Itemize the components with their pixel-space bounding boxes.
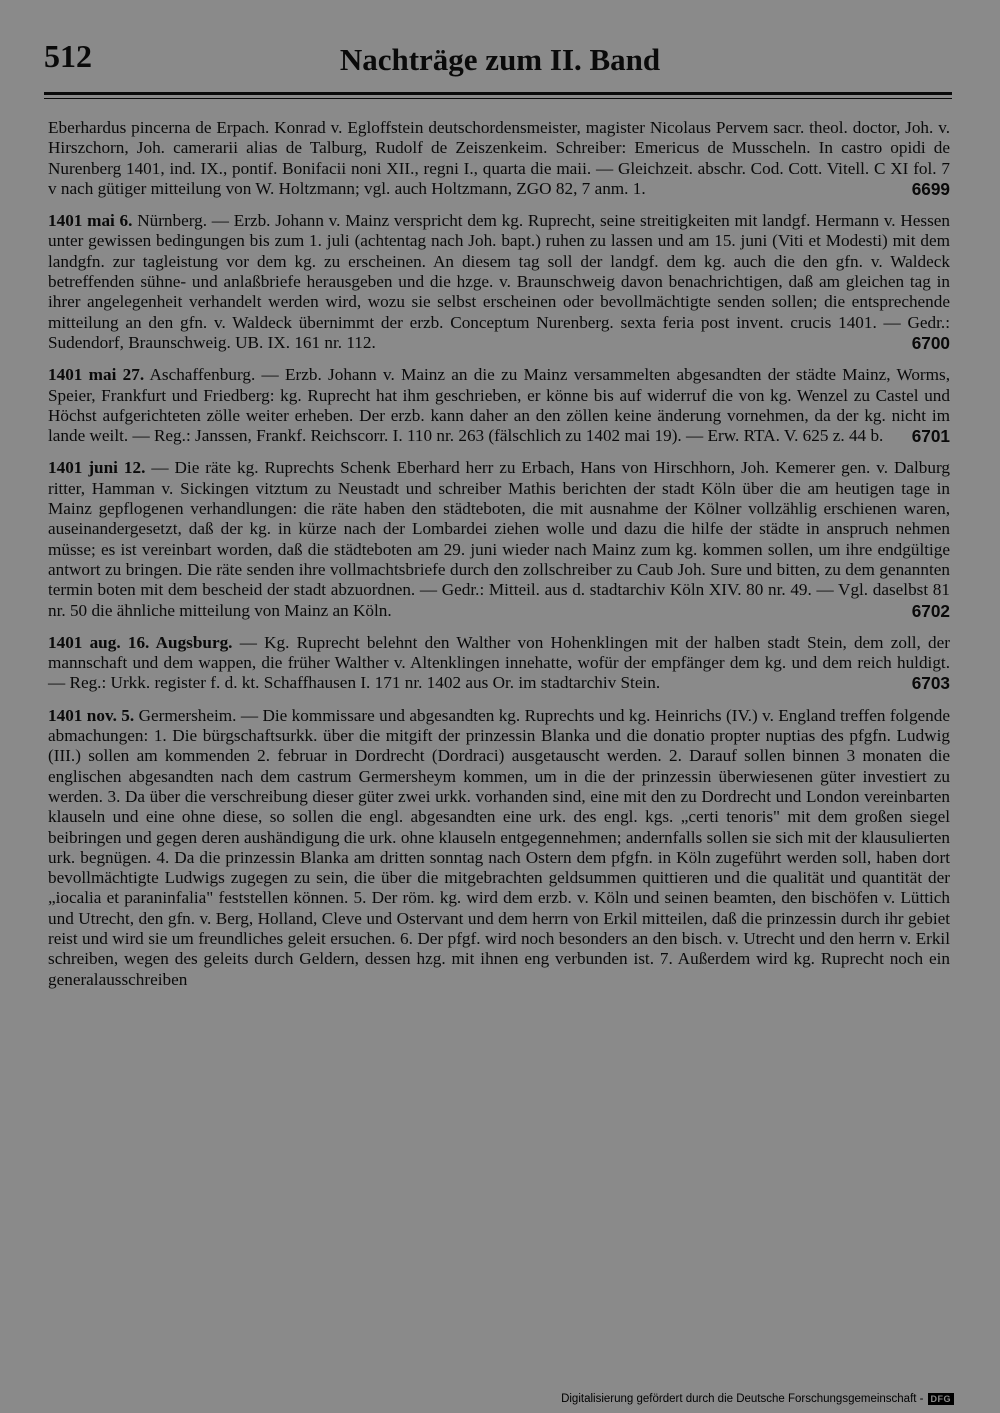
regest-number: 6699	[911, 178, 950, 199]
regest-text: Germersheim. — Die kommissare und abgesandten kg. Ruprechts und kg. Heinrichs (IV.) v. England treffen folgende abmachungen: 1. Die bürgschaftsurkk. über die mitgift der prinzessin Blanka und die donatio propter nuptias des pfgfn. Ludwig (III.) sollen am kommenden 2. februar in Dordrecht (Dordraci) ausgetauscht werden. 2. Darauf sollen binnen 3 monaten die englischen abgesandten nach dem castrum Germersheym kommen, um in die der prinzessin überwiesenen güter investiert zu werden. 3. Da über die verschreibung dieser güter zwei urkk. vorhanden sind, eine mit den zu Dordrecht und London vereinbarten klauseln und eine ohne diese, so sollen die engl. abgesandten eine urk. des engl. kgs. „certi tenoris" mit dem großen siegel beibringen und gegen deren aushändigung die urk. ohne klauseln entgegennehmen; andernfalls sollen sie sich mit der klausulierten urk. begnügen. 4. Da die prinzessin Blanka am dritten sonntag nach Ostern dem pfgfn. in Köln zugeführt werden soll, haben dort bevollmächtigte Ludwigs zugegen zu sein, die über die mitgebrachten geldsummen quittieren und die qualität und quantität der „iocalia et paraninfalia" feststellen können. 5. Der röm. kg. wird dem erzb. v. Köln und seinen beamten, den bischöfen v. Lüttich und Utrecht, den gfn. v. Berg, Holland, Cleve und Ostervant und dem herrn von Erkil mitteilen, daß die prinzessin durch ihr gebiet reist und wird sie um freundliches geleit ersuchen. 6. Der pfgf. wird noch besonders an den bisch. v. Utrecht und den herrn v. Erkil schreiben, wegen des geleits durch Geldern, dessen hzg. mit ihnen eng verbunden ist. 7. Außerdem wird kg. Ruprecht noch ein generalausschreiben	[48, 705, 950, 989]
regest-text: Aschaffenburg. — Erzb. Johann v. Mainz an die zu Mainz versammelten abgesandten der städte Mainz, Worms, Speier, Frankfurt und Friedberg: kg. Ruprecht hat ihm geschrieben, er könne bis auf widerruf die von kg. Wenzel zu Castel und Höchst aufgerichteten zölle weiter erheben. Der erzb. kann daher an den zöllen keine änderung vornehmen, da der kg. nicht im lande weilt. — Reg.: Janssen, Frankf. Reichscorr. I. 110 nr. 263 (fälschlich zu 1402 mai 19). — Erw. RTA. V. 625 z. 44 b.	[48, 365, 950, 446]
regest-entry-6702	[48, 458, 950, 620]
regest-text: Eberhardus pincerna de Erpach. Konrad v. Egloffstein deutschordensmeister, magister Nicolaus Pervem sacr. theol. doctor, Joh. v. Hirszchorn, Joh. camerarii alias de Talburg, Rudolf de Zeiszenkeim. Schreiber: Emericus de Musscheln. In castro opidi de Nurenberg 1401, ind. IX., pontif. Bonifacii noni XII., regni I., quarta die maii. — Gleichzeit. abschr. Cod. Cott. Vitell. C XI fol. 7 v nach gütiger mitteilung von W. Holtzmann; vgl. auch Holtzmann, ZGO 82, 7 anm. 1.	[48, 118, 950, 198]
regest-date: 1401 aug. 16. Augsburg.	[48, 632, 233, 652]
dfg-logo-icon: DFG	[928, 1393, 955, 1405]
regest-number: 6703	[911, 673, 950, 694]
regest-date: 1401 mai 6.	[48, 211, 133, 231]
regest-number: 6701	[911, 426, 950, 447]
regest-text: — Die räte kg. Ruprechts Schenk Eberhard herr zu Erbach, Hans von Hirschhorn, Joh. Kemerer gen. v. Dalburg ritter, Hamman v. Sickingen vitztum zu Neustadt und schreiber Mathis berichten der stadt Köln über die am heutigen tage in Mainz gepflogenen verhandlungen: die räte haben den städteboten, die mit ausnahme der Kölner vollzählig erschienen waren, auseinandergesetzt, daß der kg. in kürze nach der Lombardei ziehen wolle und dazu die hilfe der städte in anspruch nehmen müsse; es ist vereinbart worden, daß die städteboten am 29. juni wieder nach Mainz zum kg. kommen sollen, um ihre endgültige antwort zu bringen. Die räte senden ihre vollmachtsbriefe durch den zollschreiber zu Caub Joh. Sure und bitten, zu dem genannten termin boten mit dem bescheid der stadt abzuordnen. — Gedr.: Mitteil. aus d. stadtarchiv Köln XIV. 80 nr. 49. — Vgl. daselbst 81 nr. 50 die ähnliche mitteilung von Mainz an Köln.	[48, 458, 950, 620]
page-number: 512	[44, 38, 92, 74]
regest-date: 1401 nov. 5.	[48, 705, 135, 725]
regest-date: 1401 juni 12.	[48, 458, 146, 478]
regest-entry-6701	[48, 365, 950, 446]
footer-credit: Digitalisierung gefördert durch die Deutsche Forschungsgemeinschaft -	[561, 1393, 924, 1405]
page-body	[48, 118, 950, 1002]
regest-entry-6699	[48, 118, 950, 199]
regest-number: 6702	[911, 600, 950, 621]
regest-text: — Kg. Ruprecht belehnt den Walther von Hohenklingen mit der halben stadt Stein, dem zoll, der mannschaft und dem wappen, die früher Walther v. Altenklingen innehatte, wofür der empfänger dem kg. und dem reich huldigt. — Reg.: Urkk. register f. d. kt. Schaffhausen I. 171 nr. 1402 aus Or. im stadtarchiv Stein.	[48, 632, 950, 693]
regest-date: 1401 mai 27.	[48, 365, 145, 385]
header-rule-thin	[44, 98, 952, 99]
header-rule-thick	[44, 92, 952, 95]
regest-entry-6700	[48, 211, 950, 353]
dfg-footer	[561, 1393, 954, 1405]
running-title: Nachträge zum II. Band	[339, 42, 661, 77]
regest-text: Nürnberg. — Erzb. Johann v. Mainz verspricht dem kg. Ruprecht, seine streitigkeiten mit landgf. Hermann v. Hessen unter gewissen bedingungen bis zum 1. juli (achtentag nach Joh. bapt.) ruhen zu lassen und am 15. juni (Viti et Modesti) mit dem landgfn. zur tagleistung vor dem kg. zu erscheinen. An diesem tag soll der landgf. dem kg. auch die den gfn. v. Waldeck betreffenden sühne- und anlaßbriefe herausgeben und die hzge. v. Braunschweig davon benachrichtigen, daß am gleichen tag in ihrer angelegenheit verhandelt werden wird, wozu sie selbst erscheinen oder bevollmächtigte senden sollen; die entsprechende mitteilung an den gfn. v. Waldeck übernimmt der erzb. Conceptum Nurenberg. sexta feria post invent. crucis 1401. — Gedr.: Sudendorf, Braunschweig. UB. IX. 161 nr. 112.	[48, 211, 950, 352]
regest-entry-continued	[48, 706, 950, 990]
regest-number: 6700	[911, 332, 950, 353]
regest-entry-6703	[48, 633, 950, 694]
